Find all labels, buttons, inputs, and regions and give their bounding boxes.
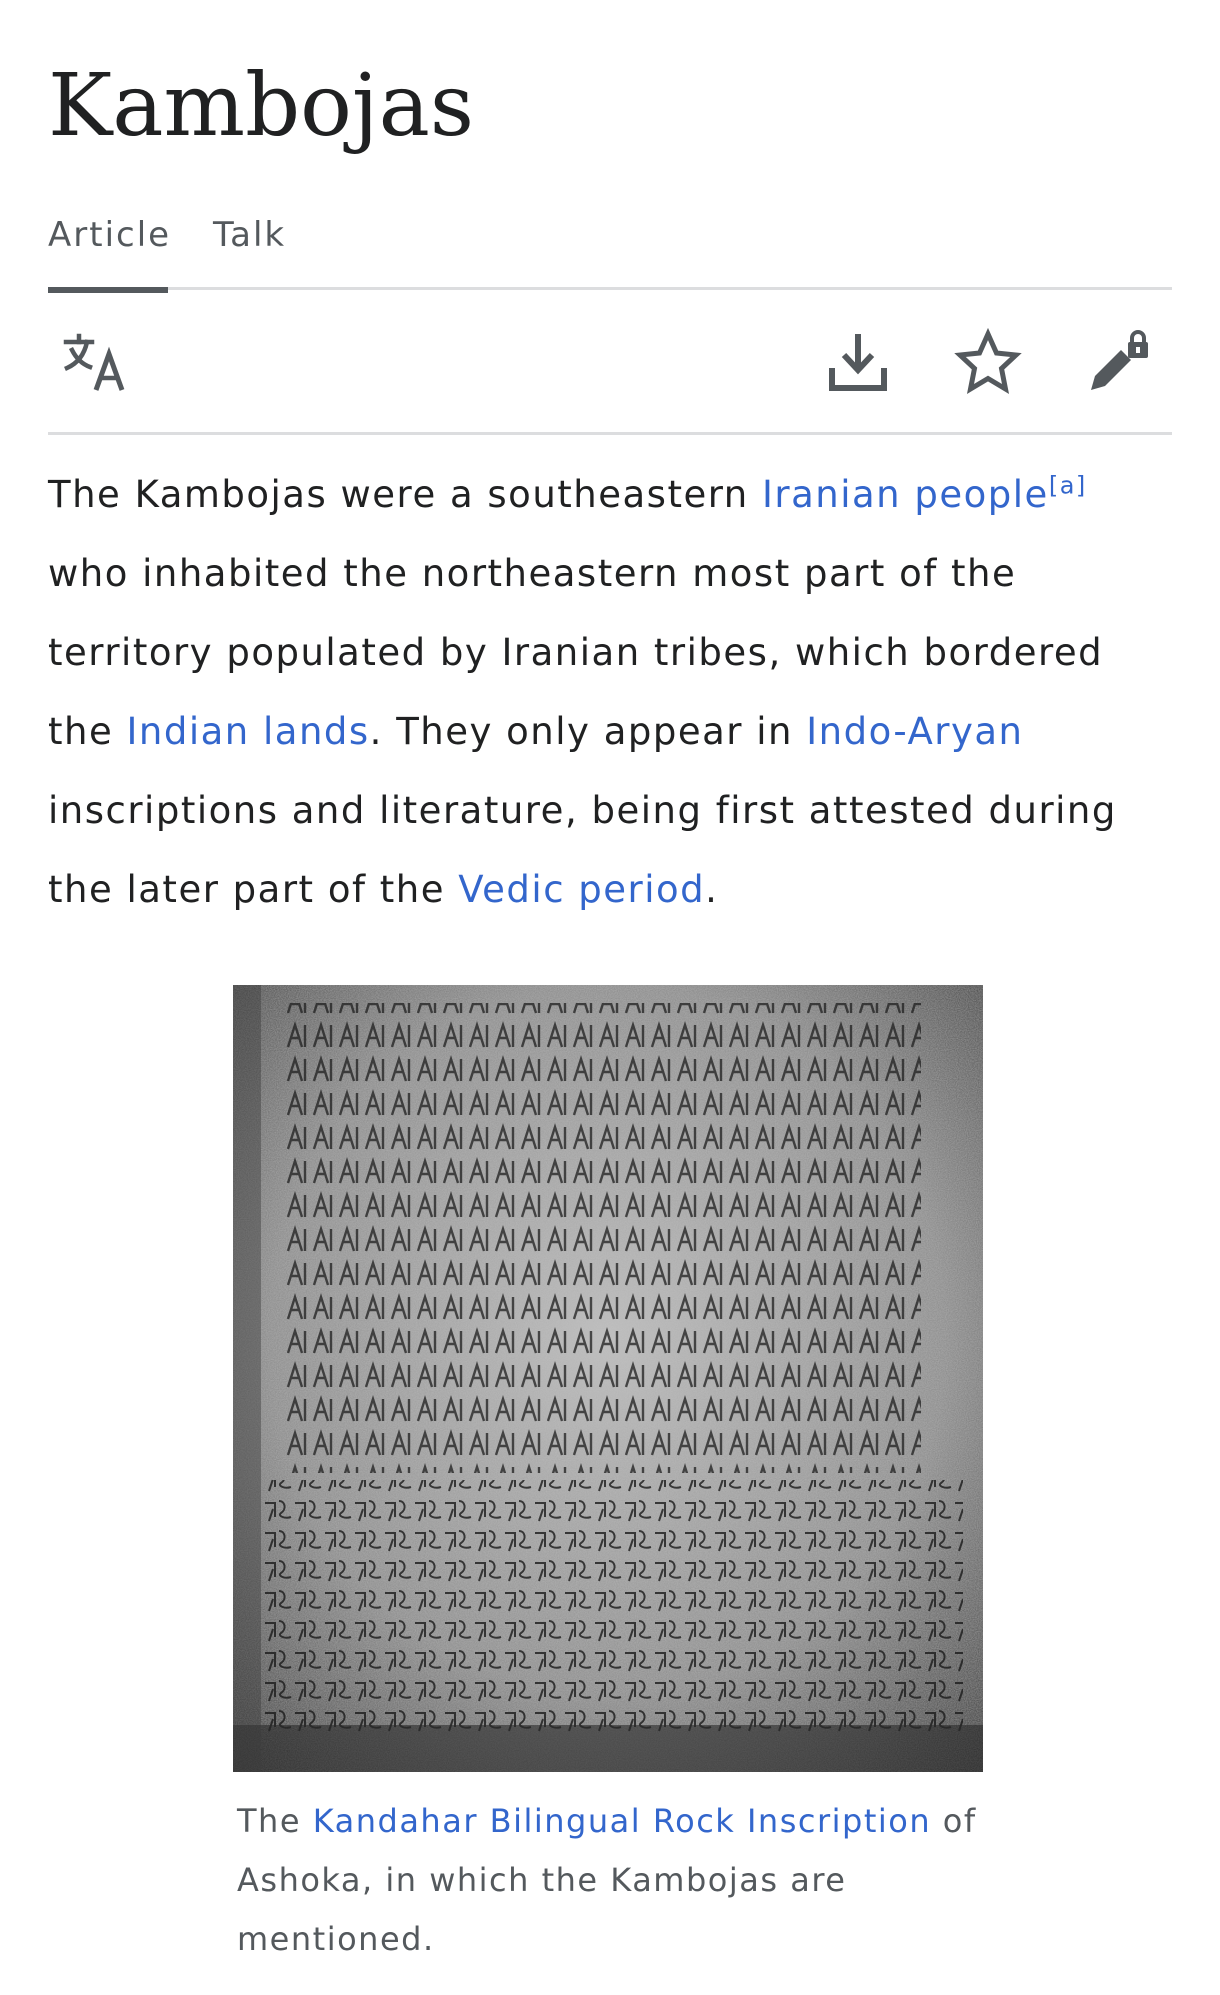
lead-paragraph <box>48 455 1178 929</box>
page-actions-toolbar <box>48 300 1172 435</box>
lead-text-1: The Kambojas were a southeastern <box>48 473 762 516</box>
inscription-image[interactable] <box>233 985 983 1772</box>
tab-active-indicator <box>48 287 168 293</box>
tab-article-label: Article <box>48 215 172 255</box>
translate-icon <box>60 328 130 398</box>
download-button[interactable] <box>823 328 893 398</box>
lead-text-3: . They only appear in <box>369 710 807 753</box>
link-iranian-peoples[interactable]: Iranian people <box>761 473 1049 516</box>
link-indo-aryan[interactable]: Indo-Aryan <box>806 710 1024 753</box>
link-vedic-period[interactable]: Vedic period <box>458 868 706 911</box>
tab-article[interactable] <box>48 200 172 290</box>
lead-text-5: . <box>705 868 719 911</box>
page-title: Kambojas <box>48 56 474 156</box>
link-kandahar-inscription[interactable]: Kandahar Bilingual Rock Inscription <box>312 1802 932 1840</box>
lead-text-2: who inhabited the northeastern most part of the territory populated by Iranian tribes, which bordered the <box>48 552 1104 753</box>
link-indian-lands[interactable]: Indian lands <box>126 710 370 753</box>
page-tabs <box>48 200 1172 290</box>
inscription-figure <box>233 985 983 1969</box>
edit-lock-icon <box>1083 328 1153 398</box>
reference-a[interactable]: [a] <box>1048 471 1087 500</box>
figure-caption <box>233 1792 977 1969</box>
lead-text-4: inscriptions and literature, being first attested during the later part of the <box>48 789 1117 911</box>
watch-button[interactable] <box>953 328 1023 398</box>
download-icon <box>823 328 893 398</box>
tab-talk[interactable] <box>213 200 293 290</box>
star-icon <box>953 328 1023 398</box>
language-button[interactable] <box>60 328 130 398</box>
tab-talk-label: Talk <box>213 215 287 255</box>
edit-button[interactable] <box>1083 328 1153 398</box>
caption-text-1: The <box>237 1802 313 1840</box>
caption-text-2: of Ashoka, in which the Kambojas are mentioned. <box>237 1802 977 1958</box>
